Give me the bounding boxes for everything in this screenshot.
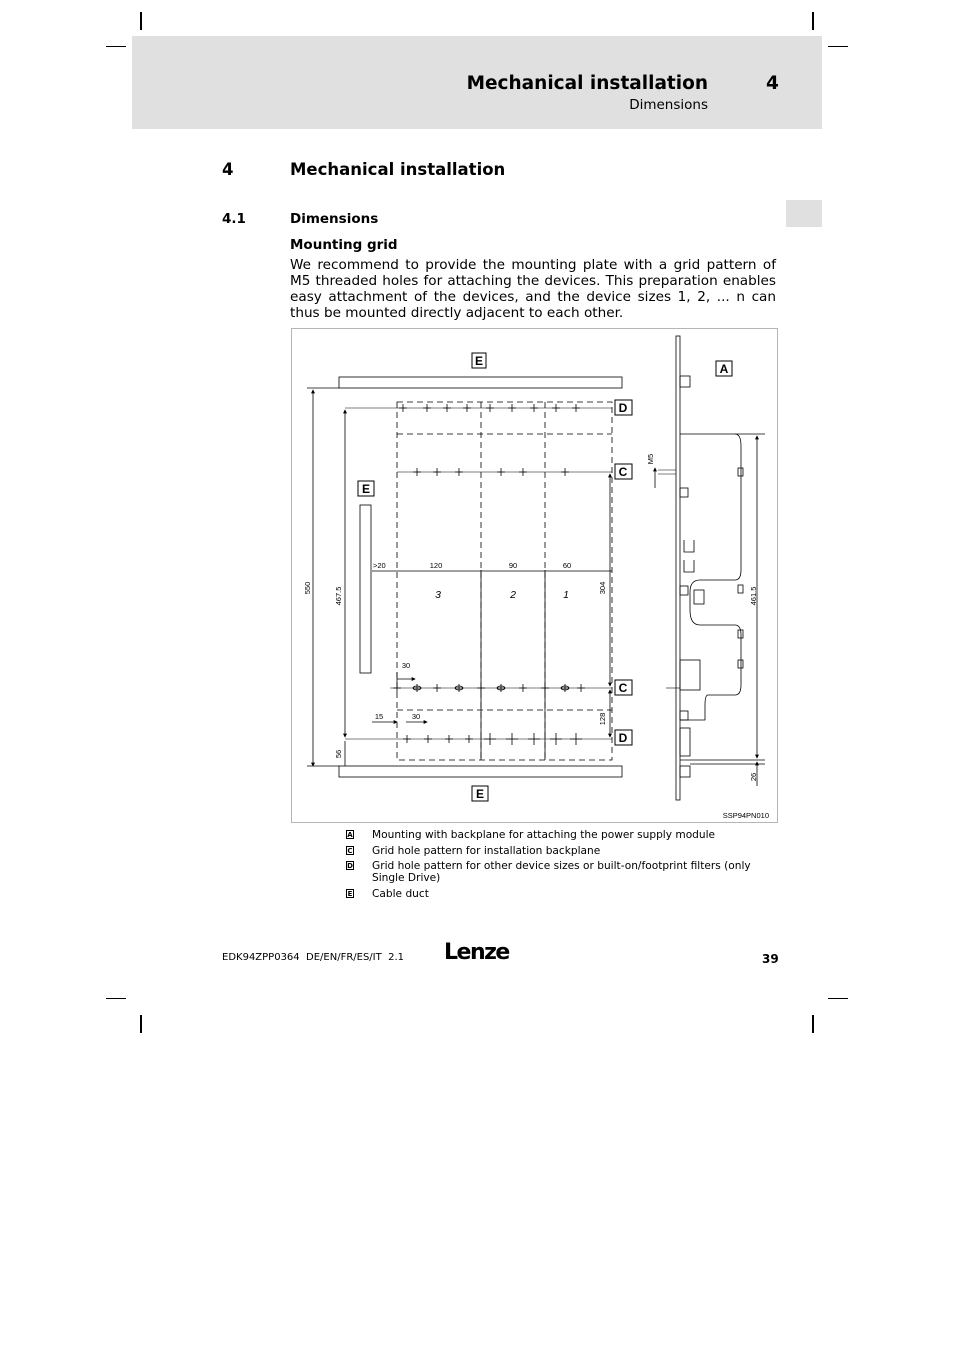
section-number: 4 [222,160,234,179]
body-paragraph: We recommend to provide the mounting plate with a grid pattern of M5 threaded holes for attaching the devices. This preparation enables easy attachment of the devices, and the device sizes 1, 2, ... n can thus be mounted directly adjacent to each other. [290,257,776,321]
dim-128: 128 [598,712,607,726]
legend-text-d: Grid hole pattern for other device sizes or built-on/footprint filters (only Single Drive) [372,860,751,884]
mounting-plate-side [676,336,680,800]
callout-c-bottom: C [618,681,628,695]
chapter-side-tab [786,200,822,227]
callout-a: A [719,362,729,376]
crop-mark [140,1015,142,1033]
dim-60: 60 [562,561,572,570]
dim-90: 90 [508,561,518,570]
subheading: Mounting grid [290,237,398,253]
crop-mark [140,12,142,30]
figure-id: SSP94PN010 [722,811,769,820]
legend-key-e: E [347,890,353,898]
lenze-logo: Lenze [444,940,509,965]
document-code: EDK94ZPP0364 DE/EN/FR/ES/IT 2.1 [222,952,404,963]
dim-304: 304 [598,581,607,595]
dim-56: 56 [334,749,343,759]
device-outlines [397,402,612,760]
backplane-outline [680,434,741,720]
crop-mark [812,1015,814,1033]
legend-key-c: C [347,847,353,855]
device-size-3: 3 [435,589,441,601]
dim-461-5: 461.5 [749,586,758,606]
crop-mark [106,46,126,47]
mounting-grid-drawing [291,328,778,823]
callout-e-side: E [361,482,371,496]
callout-e-top: E [474,354,484,368]
mounting-grid-figure [291,328,778,823]
subsection-title: Dimensions [290,211,379,227]
dim-30-upper: 30 [401,661,411,670]
device-size-labels [435,589,569,601]
grid-holes [393,404,585,745]
callout-d-bottom: D [618,731,628,745]
device-size-2: 2 [510,589,516,601]
crop-mark [828,46,848,47]
crop-mark [812,12,814,30]
page-number: 39 [762,952,779,966]
section-title: Mechanical installation [290,160,506,179]
device-size-1: 1 [563,589,569,601]
dim-26: 26 [749,772,758,782]
dim-m5: M5 [646,453,655,465]
header-title: Mechanical installation [466,73,708,94]
dim-gt20: >20 [373,561,386,570]
header-chapter-number: 4 [766,73,779,94]
dim-15: 15 [374,712,384,721]
dim-30-lower: 30 [411,712,421,721]
legend-text-a: Mounting with backplane for attaching the power supply module [372,829,716,841]
cable-duct-top [339,377,622,388]
cable-duct-bottom [339,766,622,777]
crop-mark [106,998,126,999]
callout-d-top: D [618,401,628,415]
legend-text-e: Cable duct [372,888,429,900]
header-subtitle: Dimensions [629,97,708,113]
dim-550: 550 [303,581,312,595]
subsection-number: 4.1 [222,211,246,227]
legend-key-d: D [347,862,353,870]
cable-duct-side [360,505,371,673]
callout-e-bottom: E [475,787,485,801]
legend-key-a: A [347,831,353,839]
dim-120: 120 [429,561,443,570]
dim-467-5: 467.5 [334,586,343,606]
crop-mark [828,998,848,999]
callout-c-top: C [618,465,628,479]
legend-text-c: Grid hole pattern for installation backplane [372,845,601,857]
